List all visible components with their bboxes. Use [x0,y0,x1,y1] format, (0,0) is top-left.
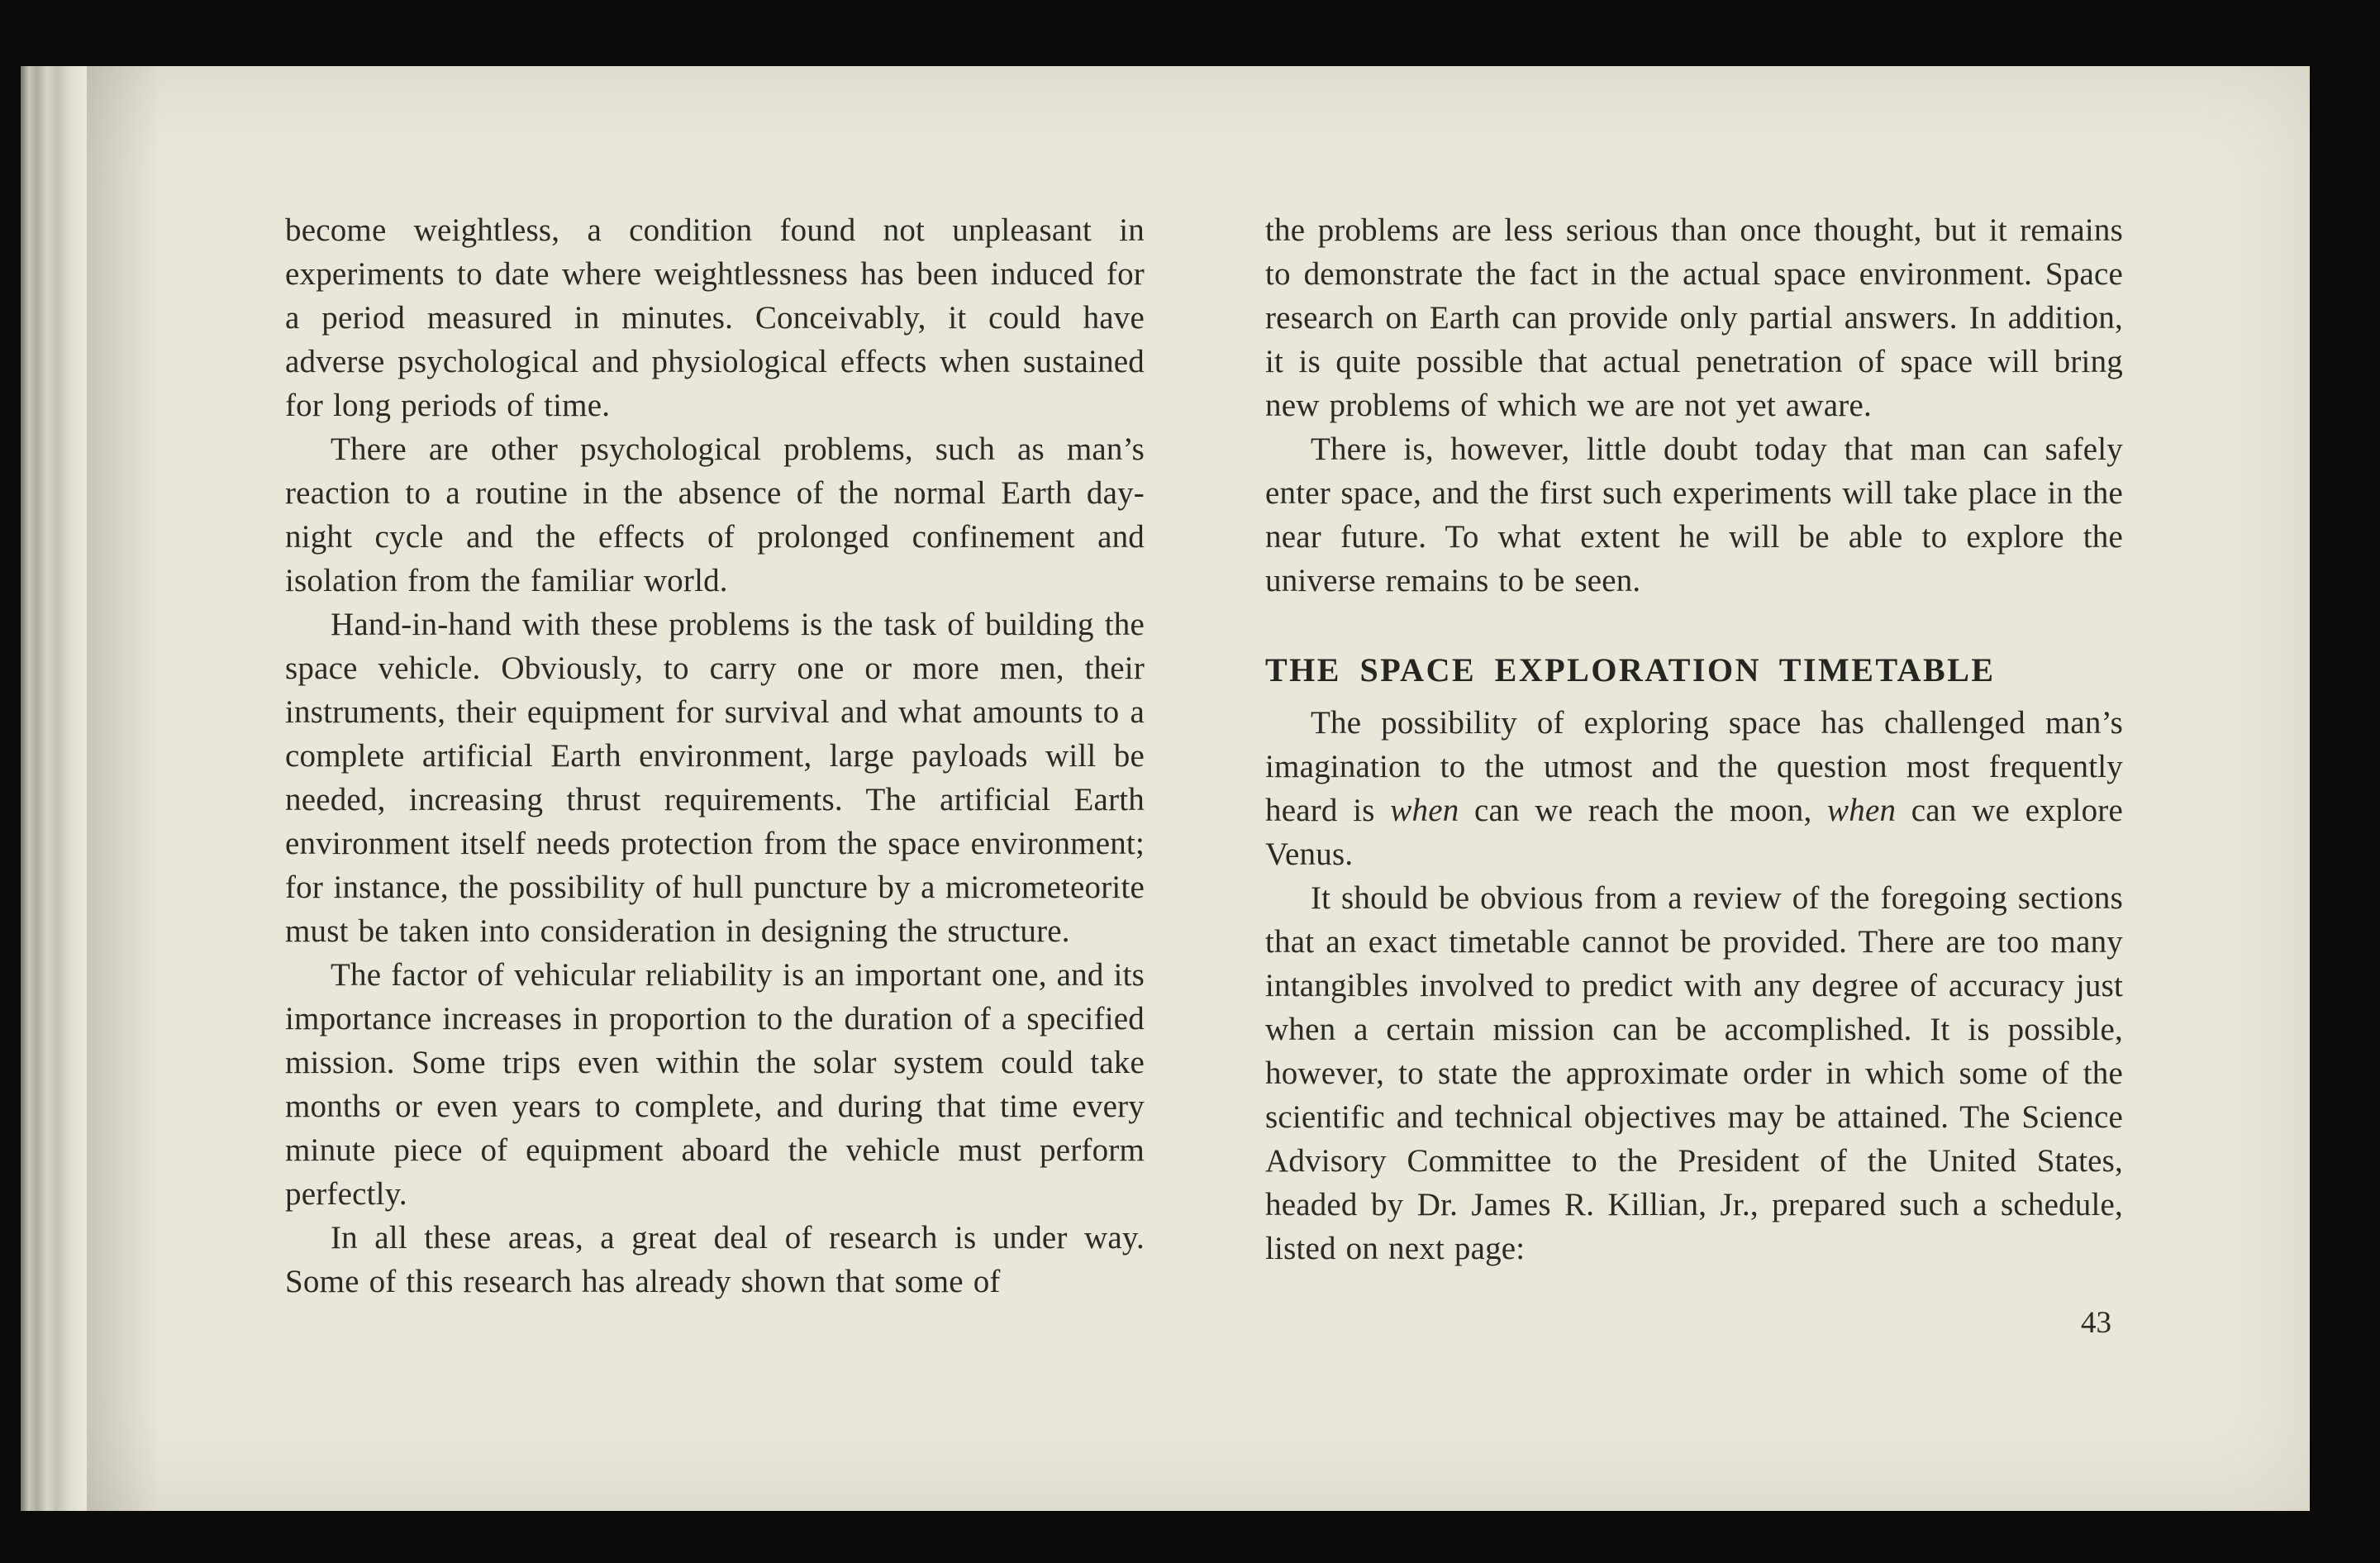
text-segment: when [1827,793,1897,828]
paragraph [1265,208,2123,427]
text-segment: can we reach the moon, [1459,793,1828,828]
book-spine-edge [21,66,87,1511]
text-segment: It should be obvious from a review of the foregoing sections that an exact timetable cannot be provided. There are too many intangibles involved to predict with any degree of accuracy just when a certain mission can be accomplished. It is possible, however, to state the approximate order in which some of the scientific and technical objectives may be attained. The Science Advisory Committee to the President of the United States, headed by Dr. James R. Killian, Jr., prepared such a schedule, listed on next page: [1265,880,2123,1266]
paragraph [285,427,1145,603]
text-segment: when [1390,793,1459,828]
right-column-timetable-section [1265,701,2123,1270]
text-segment: In all these areas, a great deal of research is under way. Some of this research has already shown that some of [285,1220,1145,1299]
paragraph [285,953,1145,1216]
paragraph [285,1216,1145,1303]
text-segment: The possibility of exploring space has challenged man’s imagination to the utmost and the question most frequently heard is [1265,705,2123,828]
paragraph [1265,876,2123,1270]
text-segment: become weightless, a condition found not unpleasant in experiments to date where weightlessness has been induced for a period measured in minutes. Conceivably, it could have adverse psychological and physiological effects when sustained for long periods of time. [285,212,1145,423]
paragraph [1265,701,2123,876]
paragraph [285,603,1145,953]
text-segment: can we explore Venus. [1265,793,2124,872]
right-column [1265,208,2123,1341]
text-segment: There is, however, little doubt today that man can safely enter space, and the first such experiments will take place in the near future. To what extent he will be able to explore the universe remains to be seen. [1265,431,2123,598]
text-segment: The factor of vehicular reliability is an important one, and its importance increases in proportion to the duration of a specified mission. Some trips even within the solar system could take months or even years to complete, and during that time every minute piece of equipment aboard the vehicle must perform perfectly. [285,957,1145,1212]
right-column-top-section [1265,208,2123,603]
text-segment: Hand-in-hand with these problems is the task of building the space vehicle. Obviously, to carry one or more men, their instruments, their equipment for survival and what amounts to a complete artificial Earth environment, large payloads will be needed, increasing thrust requirements. The artificial Earth environment itself needs protection from the space environment; for instance, the possibility of hull puncture by a micrometeorite must be taken into consideration in designing the structure. [285,607,1145,949]
paragraph [285,208,1145,427]
section-heading: THE SPACE EXPLORATION TIMETABLE [1265,651,1996,689]
text-segment: There are other psychological problems, such as man’s reaction to a routine in the absence of the normal Earth day-night cycle and the effects of prolonged confinement and isolation from the familiar world. [285,431,1145,598]
left-column [285,208,1145,1341]
book-page [21,66,2310,1511]
spine-shadow [87,66,161,1511]
text-segment: the problems are less serious than once thought, but it remains to demonstrate the fact in the actual space environment. Space research on Earth can provide only partial answers. In addition, it is quite possible that actual penetration of space will bring new problems of which we are not yet aware. [1265,212,2123,423]
page-number: 43 [2081,1306,2111,1340]
page-content [285,208,2123,1341]
paragraph [1265,427,2123,603]
